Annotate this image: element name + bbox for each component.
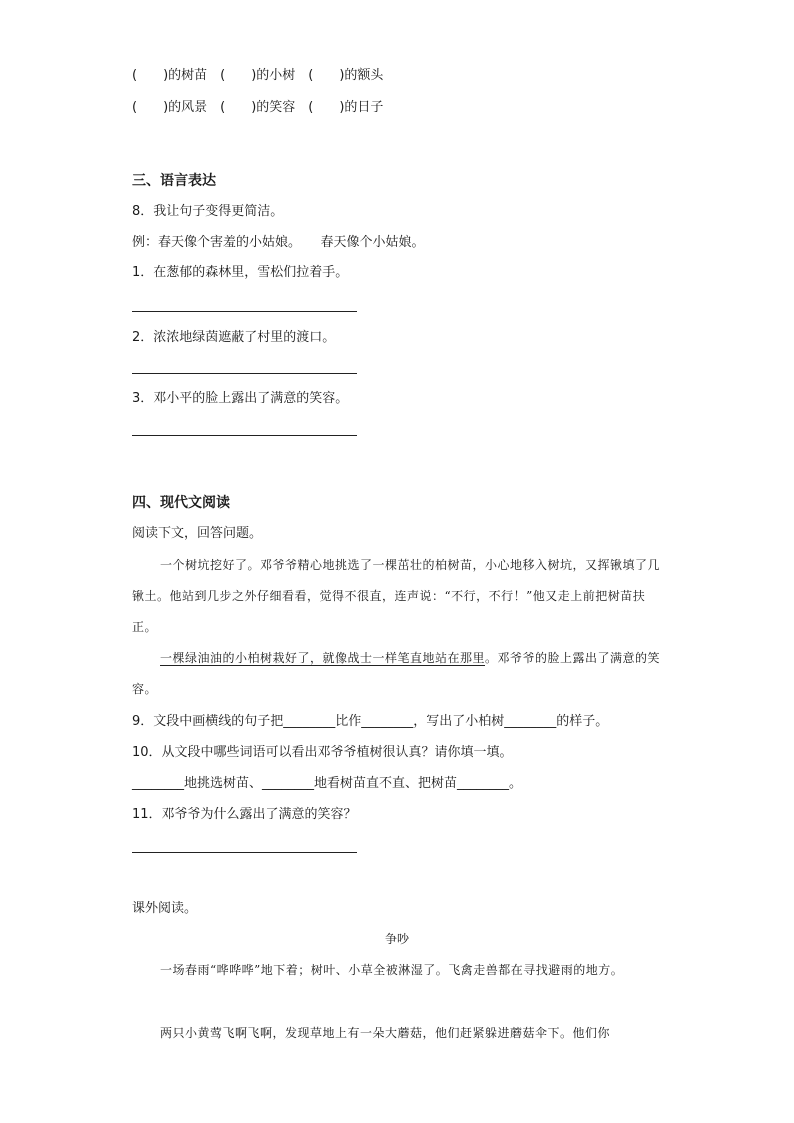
question-8: 8．我让句子变得更简洁。: [132, 204, 284, 219]
question-11: 11．邓爷爷为什么露出了满意的笑容？: [132, 807, 357, 822]
q8-item-3: 3．邓小平的脸上露出了满意的笑容。: [132, 391, 349, 406]
extra-reading-label: 课外阅读。: [132, 901, 198, 916]
answer-line-1[interactable]: [132, 311, 357, 312]
story-title: 争吵: [384, 932, 409, 946]
extra-paragraph-2: 两只小黄莺飞啊飞啊，发现草地上有一朵大蘑菇，他们赶紧躲进蘑菇伞下。他们你: [160, 1026, 611, 1040]
q8-item-2: 2．浓浓地绿茵遮蔽了村里的渡口。: [132, 330, 336, 345]
question-10: 10．从文段中哪些词语可以看出邓爷爷植树很认真？请你填一填。: [132, 745, 513, 760]
question-9: 9．文段中画横线的句子把________比作________，写出了小柏树________的样子。: [132, 714, 609, 729]
answer-line-3[interactable]: [132, 435, 357, 436]
extra-paragraph-1: 一场春雨“哗哗哗”地下着；树叶、小草全被淋湿了。飞禽走兽都在寻找避雨的地方。: [160, 963, 624, 977]
passage-paragraph-2-rest: 。邓爷爷的脸上露出了满意的笑容。: [132, 651, 661, 696]
answer-line-2[interactable]: [132, 373, 357, 374]
example-line: 例：春天像个害羞的小姑娘。 春天像个小姑娘。: [132, 235, 425, 250]
passage-paragraph-1: 一个树坑挖好了。邓爷爷精心地挑选了一棵茁壮的柏树苗，小心地移入树坑，又挥锹填了几锹土。他站到几步之外仔细看看，觉得不很直，连声说：“不行，不行！”他又走上前把树苗扶正。: [132, 558, 661, 634]
passage-paragraph-2: [132, 643, 662, 705]
fill-row-2: ( )的风景 ( )的笑容 ( )的日子: [132, 100, 384, 115]
question-10-fill: ________地挑选树苗、________地看树苗直不直、把树苗________。: [132, 776, 523, 791]
underlined-sentence: 一棵绿油油的小柏树栽好了，就像战士一样笔直地站在那里: [160, 651, 486, 665]
section-4-heading: 四、现代文阅读: [132, 495, 230, 511]
reading-intro: 阅读下文，回答问题。: [132, 526, 263, 541]
q8-item-1: 1．在葱郁的森林里，雪松们拉着手。: [132, 265, 349, 280]
fill-row-1: ( )的树苗 ( )的小树 ( )的额头: [132, 68, 384, 83]
section-3-heading: 三、语言表达: [132, 173, 216, 189]
answer-line-11[interactable]: [132, 852, 357, 853]
